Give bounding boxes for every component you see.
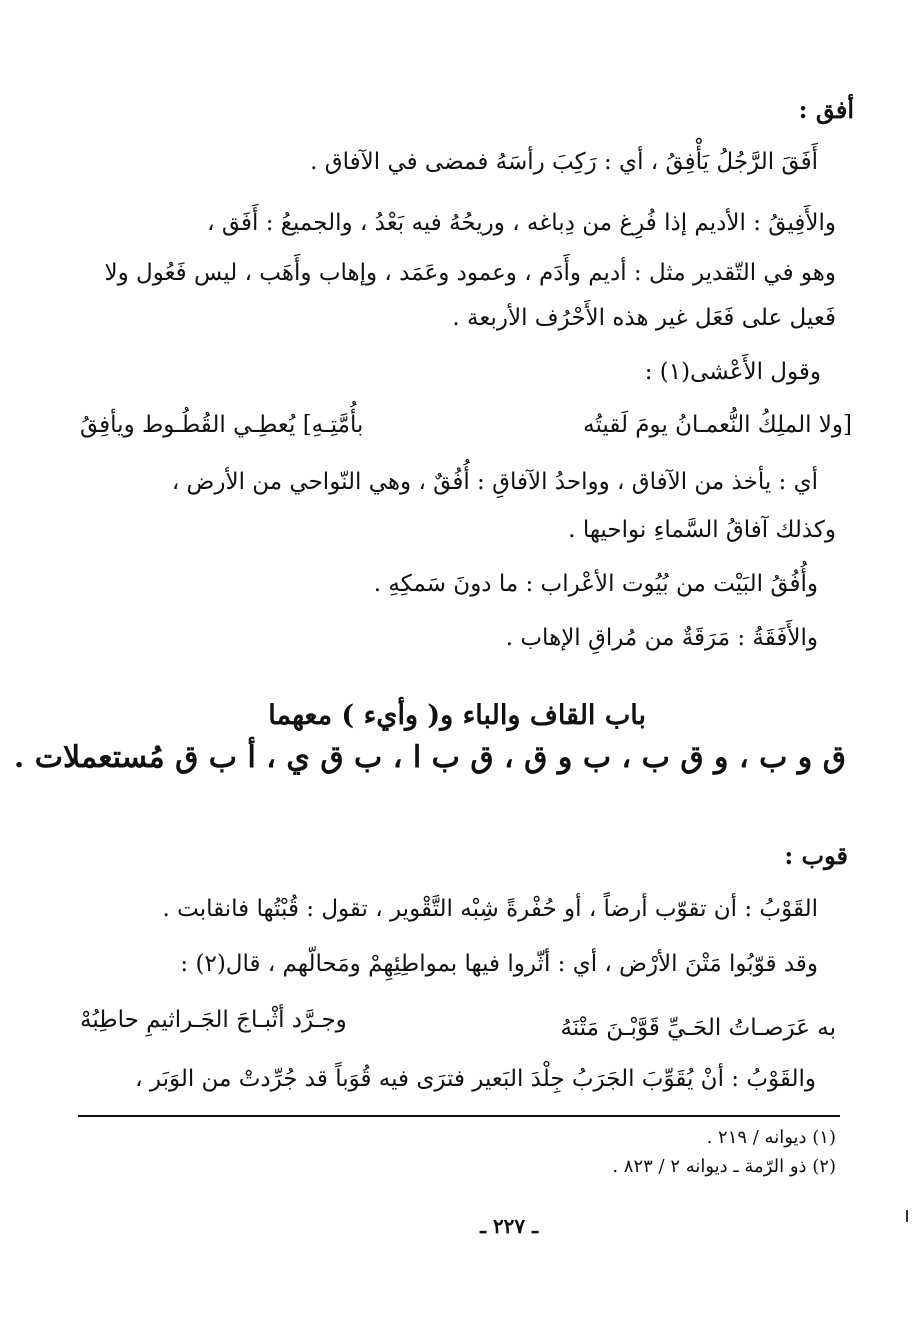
footnote: (١) ديوانه / ٢١٩ . [706,1127,836,1148]
paragraph-line: والقَوْبُ : أنْ يُقَوِّبَ الجَرَبُ جِلْدَ البَعير فترَى فيه قُوَباً قد جُرِّدتْ من الوَبَر ، [135,1066,816,1092]
chapter-subtitle: ق و ب ، و ق ب ، ب و ق ، ق ب ا ، ب ق ي ، أ ب ق مُستعملات . [13,740,846,775]
footnote: (٢) ذو الرّمة ـ ديوانه ٢ / ٨٢٣ . [612,1156,836,1177]
verse-hemistich-right: [ولا الملِكُ النُّعمـانُ يومَ لَقيتُه [583,412,852,438]
paragraph-line: أَفَقَ الرَّجُلُ يَأْفِقُ ، أي : رَكِبَ رأسَهُ فمضى في الآفاق . [310,149,818,175]
verse-hemistich-left: بأُمَّتِـهِ] يُعطِـي القُطُـوط ويأفِقُ [80,412,364,438]
entry-heading-afaq: أفق : [798,95,854,124]
footnote-divider [78,1115,840,1117]
entry-heading-qawb: قوب : [784,841,848,870]
chapter-title: باب القاف والباء و( وأيء ) معهما [268,700,646,731]
paragraph-line: وأُفُقُ البَيْت من بُيُوت الأعْراب : ما دونَ سَمكِهِ . [373,571,818,597]
paragraph-line: والأَفِيقُ : الأديم إذا فُرِغ من دِباغه ، وريحُهُ فيه بَعْدُ ، والجميعُ : أَفَق ، [207,210,836,236]
verse-hemistich-left: وجـرَّد أثْبـاجَ الجَـراثيمِ حاطِبُهْ [80,1007,347,1033]
paragraph-line: القَوْبُ : أن تقوّب أرضاً ، أو حُفْرةً شِبْه التَّقْوير ، تقول : قُبْتُها فانقابت . [162,896,818,922]
paragraph-line: فَعيل على فَعَل غير هذه الأَحْرُف الأربعة . [452,305,836,331]
paragraph-line: أي : يأخذ من الآفاق ، وواحدُ الآفاقِ : أُفُقٌ ، وهي النّواحي من الأرض ، [171,469,818,495]
paragraph-line: وقول الأَعْشى(١) : [644,359,821,385]
page-number: ـ ٢٢٧ ـ [480,1214,538,1238]
paragraph-line: وكذلك آفاقُ السَّماءِ نواحيها . [568,517,836,543]
paragraph-line: والأَفَقَةُ : مَرَقَةٌ من مُراقِ الإهاب . [505,625,818,651]
scan-mark [906,1210,908,1222]
verse-hemistich-right: به عَرَصـاتُ الحَـيِّ قَوَّبْـنَ مَتْنَهُ [560,1015,836,1041]
paragraph-line: وهو في التّقدير مثل : أديم وأَدَم ، وعمود وعَمَد ، وإهاب وأَهَب ، ليس فَعُول ولا [104,260,836,286]
paragraph-line: وقد قوّبُوا مَتْنَ الأرْض ، أي : أثّروا فيها بمواطِئِهِمْ ومَحالّهم ، قال(٢) : [180,951,818,977]
